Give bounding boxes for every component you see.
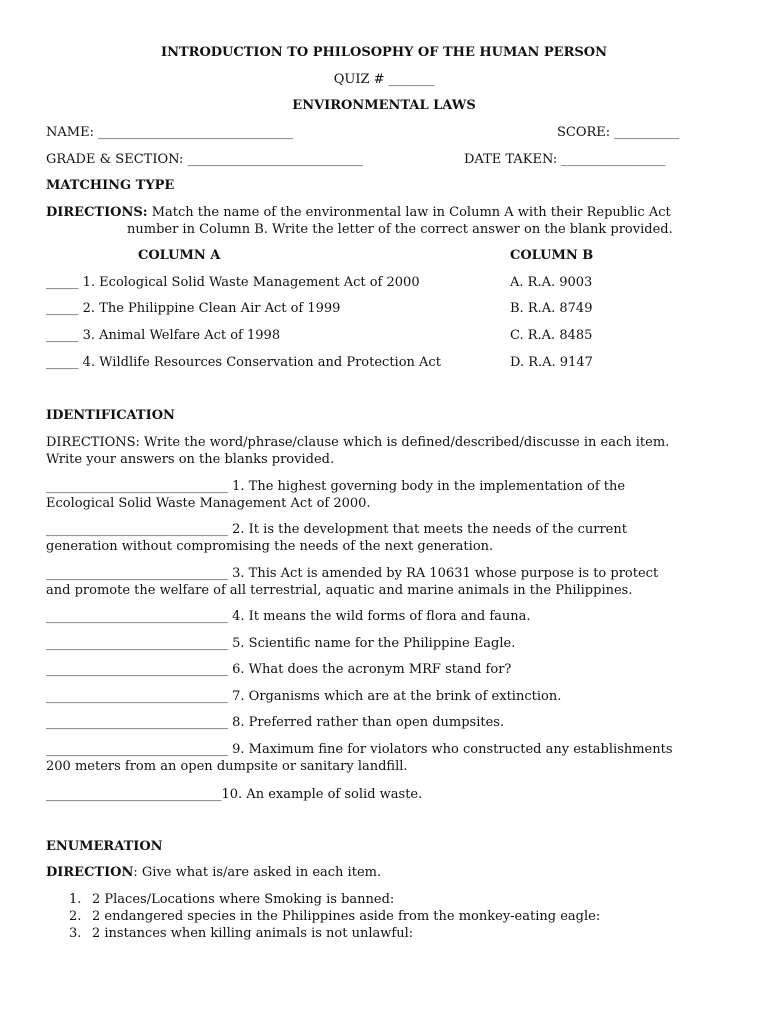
enumeration-direction-label: DIRECTION bbox=[46, 865, 134, 880]
identification-item[interactable]: ___________________________10. An example of solid waste. bbox=[46, 787, 423, 802]
identification-item[interactable]: ____________________________ 2. It is the development that meets the needs of the current bbox=[46, 522, 627, 537]
column-b-label: COLUMN B bbox=[510, 248, 594, 263]
enumeration-heading: ENUMERATION bbox=[46, 839, 163, 854]
score-field[interactable]: SCORE: __________ bbox=[557, 125, 680, 140]
page-title: INTRODUCTION TO PHILOSOPHY OF THE HUMAN PERSON bbox=[161, 45, 607, 60]
identification-item[interactable]: ____________________________ 5. Scientific name for the Philippine Eagle. bbox=[46, 636, 516, 651]
matching-directions-line2: number in Column B. Write the letter of the correct answer on the blank provided. bbox=[127, 222, 673, 237]
matching-heading: MATCHING TYPE bbox=[46, 178, 175, 193]
matching-item-b: B. R.A. 8749 bbox=[510, 301, 593, 316]
identification-item[interactable]: ____________________________ 6. What does the acronym MRF stand for? bbox=[46, 662, 512, 677]
matching-item-b: A. R.A. 9003 bbox=[510, 275, 593, 290]
identification-item[interactable]: ____________________________ 9. Maximum fine for violators who constructed any establishments bbox=[46, 742, 673, 757]
enumeration-item: 2 instances when killing animals is not unlawful: bbox=[92, 926, 414, 941]
identification-item[interactable]: ____________________________ 3. This Act is amended by RA 10631 whose purpose is to protect bbox=[46, 566, 659, 581]
matching-item-a[interactable]: _____ 4. Wildlife Resources Conservation and Protection Act bbox=[46, 355, 441, 370]
identification-item[interactable]: ____________________________ 8. Preferred rather than open dumpsites. bbox=[46, 715, 505, 730]
identification-item[interactable]: ____________________________ 4. It means the wild forms of flora and fauna. bbox=[46, 609, 531, 624]
matching-item-b: C. R.A. 8485 bbox=[510, 328, 593, 343]
enumeration-direction-text: : Give what is/are asked in each item. bbox=[133, 865, 382, 880]
matching-directions bbox=[46, 204, 671, 221]
identification-item[interactable]: ____________________________ 7. Organisms which are at the brink of extinction. bbox=[46, 689, 562, 704]
matching-directions-text: Match the name of the environmental law in Column A with their Republic Act bbox=[151, 205, 671, 220]
enumeration-direction bbox=[46, 864, 381, 881]
matching-item-a[interactable]: _____ 3. Animal Welfare Act of 1998 bbox=[46, 328, 281, 343]
identification-item[interactable]: ____________________________ 1. The highest governing body in the implementation of the bbox=[46, 479, 626, 494]
identification-item-cont: generation without compromising the needs of the next generation. bbox=[46, 539, 494, 554]
grade-section-field[interactable]: GRADE & SECTION: ___________________________ bbox=[46, 152, 364, 167]
enumeration-item: 2 endangered species in the Philippines aside from the monkey-eating eagle: bbox=[92, 909, 601, 924]
enumeration-item: 2 Places/Locations where Smoking is banned: bbox=[92, 892, 395, 907]
identification-item-cont: Ecological Solid Waste Management Act of 2000. bbox=[46, 496, 371, 511]
enumeration-item-number: 2. bbox=[69, 909, 82, 924]
enumeration-item-number: 1. bbox=[69, 892, 82, 907]
matching-item-a[interactable]: _____ 1. Ecological Solid Waste Management Act of 2000 bbox=[46, 275, 420, 290]
column-a-label: COLUMN A bbox=[138, 248, 221, 263]
date-taken-field[interactable]: DATE TAKEN: ________________ bbox=[464, 152, 666, 167]
matching-item-b: D. R.A. 9147 bbox=[510, 355, 593, 370]
name-field[interactable]: NAME: ______________________________ bbox=[46, 125, 294, 140]
identification-item-cont: 200 meters from an open dumpsite or sanitary landfill. bbox=[46, 759, 408, 774]
identification-heading: IDENTIFICATION bbox=[46, 408, 175, 423]
identification-item-cont: and promote the welfare of all terrestrial, aquatic and marine animals in the Philippines. bbox=[46, 583, 633, 598]
page-subtitle: ENVIRONMENTAL LAWS bbox=[292, 98, 476, 113]
matching-directions-label: DIRECTIONS: bbox=[46, 205, 148, 220]
matching-item-a[interactable]: _____ 2. The Philippine Clean Air Act of 1999 bbox=[46, 301, 341, 316]
enumeration-item-number: 3. bbox=[69, 926, 82, 941]
quiz-number-line: QUIZ # _______ bbox=[333, 72, 435, 87]
identification-directions: DIRECTIONS: Write the word/phrase/clause which is defined/described/discusse in each item. bbox=[46, 435, 670, 450]
identification-directions-line2: Write your answers on the blanks provided. bbox=[46, 452, 335, 467]
